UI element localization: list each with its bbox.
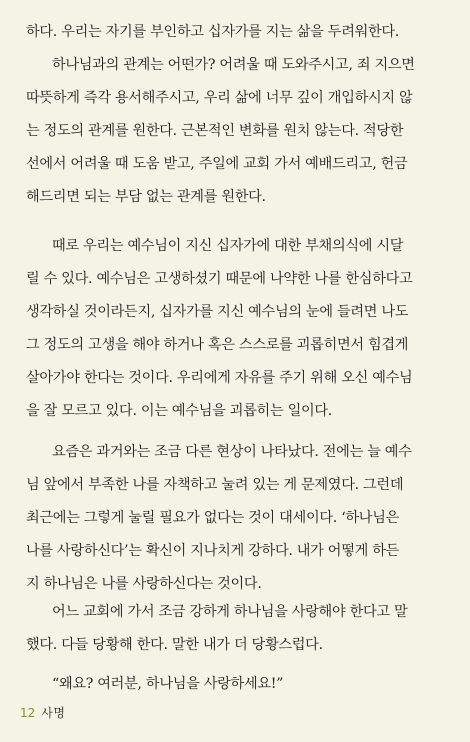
text-line: 나를 사랑하신다’는 확신이 지나치게 강하다. 내가 어떻게 하든 [26,543,400,559]
page-number: 12 [20,706,36,720]
book-title: 사명 [41,706,66,720]
text-line: 최근에는 그렇게 눌릴 필요가 없다는 것이 대세이다. ‘하나님은 [26,510,400,526]
text-line: 하다. 우리는 자기를 부인하고 십자가를 지는 삶을 두려워한다. [26,24,400,40]
text-line: 는 정도의 관계를 원한다. 근본적인 변화를 원치 않는다. 적당한 [26,123,404,139]
text-line: 요즘은 과거와는 조금 다른 현상이 나타났다. 전에는 늘 예수 [52,444,412,460]
text-line: 님 앞에서 부족한 나를 자책하고 눌려 있는 게 문제였다. 그런데 [26,477,404,493]
text-line: 살아가야 한다는 것이다. 우리에게 자유를 주기 위해 오신 예수님 [26,370,413,386]
text-line: 하나님과의 관계는 어떤가? 어려울 때 도와주시고, 죄 지으면 [52,57,415,73]
text-line: 릴 수 있다. 예수님은 고생하셨기 때문에 나약한 나를 한심하다고 [26,271,413,287]
page-footer [20,704,65,721]
text-line: 어느 교회에 가서 조금 강하게 하나님을 사랑해야 한다고 말 [52,604,408,620]
text-line: 선에서 어려울 때 도움 받고, 주일에 교회 가서 예배드리고, 헌금 [26,156,408,172]
text-line: 그 정도의 고생을 해야 하거나 혹은 스스로를 괴롭히면서 힘겹게 [26,337,409,353]
text-line: 지 하나님은 나를 사랑하신다는 것이다. [26,576,262,592]
text-line: 따뜻하게 즉각 용서해주시고, 우리 삶에 너무 깊이 개입하시지 않 [26,90,413,106]
text-line: 생각하실 것이라든지, 십자가를 지신 예수님의 눈에 들려면 나도 [26,304,409,320]
text-line: “왜요? 여러분, 하나님을 사랑하세요!” [52,676,284,692]
text-line: 을 잘 모르고 있다. 이는 예수님을 괴롭히는 일이다. [26,403,332,419]
text-line: 했다. 다들 당황해 한다. 말한 내가 더 당황스럽다. [26,637,323,653]
text-line: 때로 우리는 예수님이 지신 십자가에 대한 부채의식에 시달 [52,238,404,254]
text-line: 해드리면 되는 부담 없는 관계를 원한다. [26,189,266,205]
